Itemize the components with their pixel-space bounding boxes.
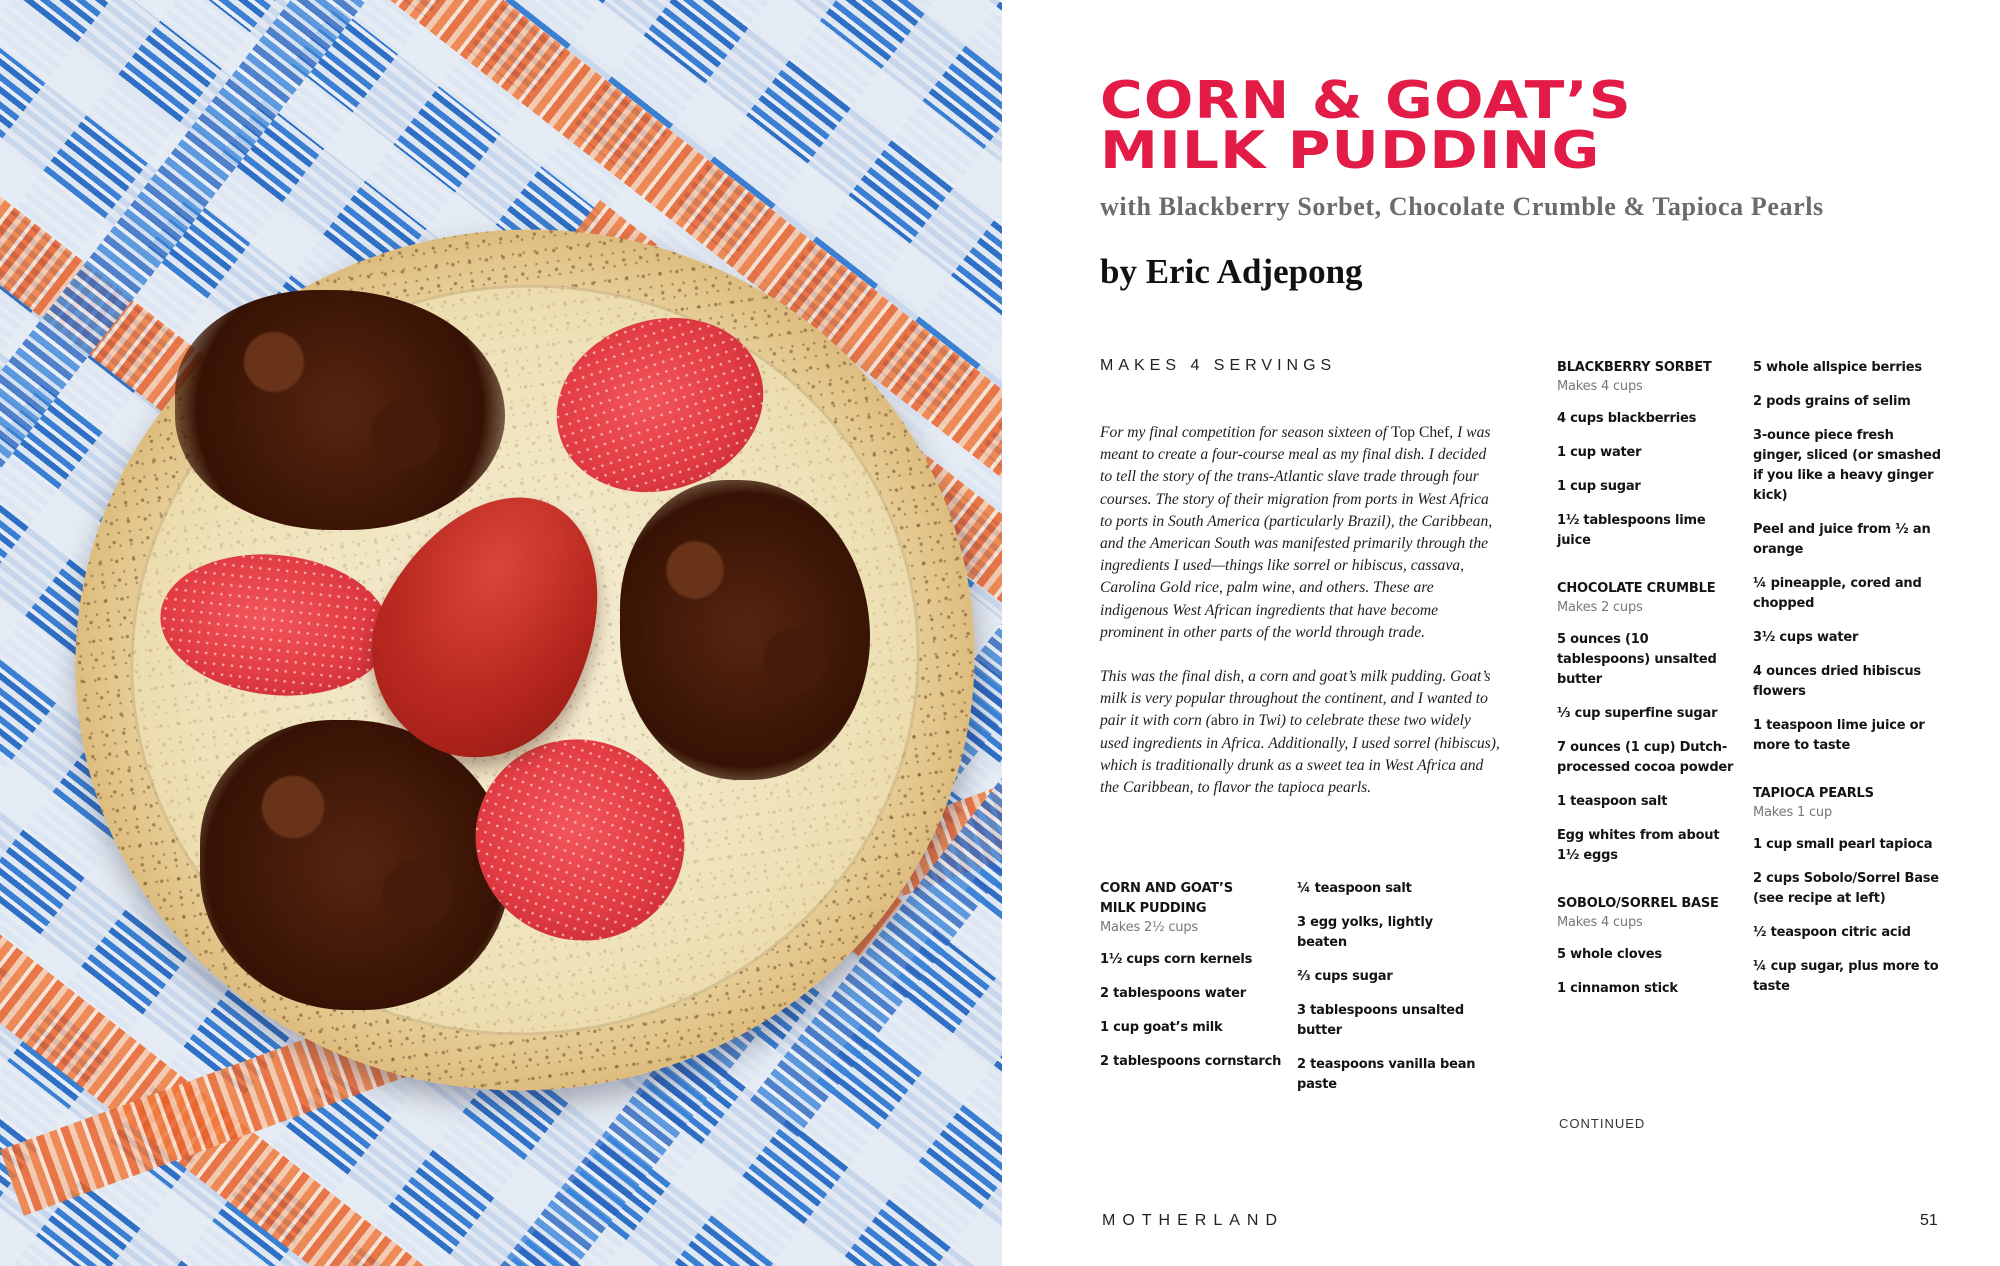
ingredient: ⅔ cups sugar (1297, 969, 1393, 984)
ingredient: 2 tablespoons water (1100, 986, 1246, 1001)
ingredient: 4 ounces dried hibiscus flowers (1753, 664, 1921, 699)
section-yield: Makes 2½ cups (1100, 920, 1198, 935)
ingredient: 1½ cups corn kernels (1100, 952, 1253, 967)
ingredient: ½ teaspoon citric acid (1753, 925, 1911, 940)
ingredient: 3-ounce piece fresh ginger, sliced (or smashed if you like a heavy ginger kick) (1753, 428, 1941, 503)
ingredients-column-3 (1557, 358, 1742, 1013)
ingredient: 2 tablespoons cornstarch (1100, 1054, 1282, 1069)
ingredient: 5 whole cloves (1557, 947, 1662, 962)
continued-label: CONTINUED (1559, 1116, 1646, 1131)
ingredient: ⅓ cup superfine sugar (1557, 706, 1718, 721)
ingredient: 1 cup goat’s milk (1100, 1020, 1223, 1035)
ingredient: 1 cup sugar (1557, 479, 1641, 494)
ingredient: 3½ cups water (1753, 630, 1859, 645)
ingredient: Egg whites from about 1½ eggs (1557, 828, 1720, 863)
intro-paragraph-2: This was the final dish, a corn and goat’s milk pudding. Goat’s milk is very popular throughout the continent, and I wanted to pair it with corn (abro in Twi) to celebrate these two widely used ingredients in Africa. Additionally, I used sorrel (hibiscus), which is traditionally drunk as a sweet tea in West Africa and the Caribbean, to flavor the tapioca pearls. (1100, 668, 1500, 797)
ingredient: ¼ pineapple, cored and chopped (1753, 576, 1922, 611)
ingredient: 1 teaspoon lime juice or more to taste (1753, 718, 1925, 753)
ingredient: 1 cinnamon stick (1557, 981, 1678, 996)
ingredient: 1½ tablespoons lime juice (1557, 513, 1706, 548)
ingredient: Peel and juice from ½ an orange (1753, 522, 1931, 557)
title-line-2: MILK PUDDING (1100, 121, 1601, 181)
ingredient: 3 egg yolks, lightly beaten (1297, 915, 1433, 950)
section-title: SOBOLO/SORREL BASE (1557, 896, 1719, 911)
intro-text (1100, 422, 1500, 799)
page-number: 51 (1920, 1212, 1938, 1229)
ingredient: 3 tablespoons unsalted butter (1297, 1003, 1464, 1038)
book-title-footer: MOTHERLAND (1102, 1212, 1285, 1229)
recipe-page (1002, 0, 2000, 1266)
section-title: TAPIOCA PEARLS (1753, 786, 1874, 801)
section-yield: Makes 2 cups (1557, 600, 1643, 615)
ingredient: 5 whole allspice berries (1753, 360, 1922, 375)
section-yield: Makes 4 cups (1557, 379, 1643, 394)
section-pudding-continued (1297, 879, 1482, 1109)
ingredient: 1 teaspoon salt (1557, 794, 1668, 809)
section-pudding (1100, 879, 1285, 1086)
ingredient: 2 cups Sobolo/Sorrel Base (see recipe at left) (1753, 871, 1939, 906)
ingredient: 2 teaspoons vanilla bean paste (1297, 1057, 1476, 1092)
section-title: MILK PUDDING (1100, 901, 1207, 916)
title-line-1: CORN & GOAT’S (1100, 71, 1632, 131)
show-title: Top Chef, (1391, 424, 1454, 441)
ingredient: ¼ cup sugar, plus more to taste (1753, 959, 1939, 994)
ingredient: ¼ teaspoon salt (1297, 881, 1412, 896)
section-title: BLACKBERRY SORBET (1557, 360, 1712, 375)
recipe-title (1100, 71, 1884, 181)
author-byline: by Eric Adjepong (1100, 252, 1363, 291)
recipe-subtitle: with Blackberry Sorbet, Chocolate Crumble & Tapioca Pearls (1100, 192, 1824, 221)
servings-label: MAKES 4 SERVINGS (1100, 357, 1337, 374)
ingredient: 1 cup water (1557, 445, 1642, 460)
ingredient: 5 ounces (10 tablespoons) unsalted butter (1557, 632, 1717, 687)
ingredients-column-4 (1753, 358, 1943, 1011)
ingredient: 7 ounces (1 cup) Dutch-processed cocoa powder (1557, 740, 1734, 775)
ingredient: 4 cups blackberries (1557, 411, 1697, 426)
section-yield: Makes 1 cup (1753, 805, 1832, 820)
section-yield: Makes 4 cups (1557, 915, 1643, 930)
section-title: CHOCOLATE CRUMBLE (1557, 581, 1716, 596)
twi-word: abro (1210, 712, 1239, 730)
section-title: CORN AND GOAT’S (1100, 881, 1233, 896)
ingredient: 2 pods grains of selim (1753, 394, 1911, 409)
intro-paragraph-1: For my final competition for season sixteen of Top Chef, I was meant to create a four-course meal as my final dish. I decided to tell the story of the trans-Atlantic slave trade through four courses. The story of their migration from ports in West Africa to ports in South America (particularly Brazil), the Caribbean, and the American South was manifested primarily through the ingredients I used—things like sorrel or hibiscus, cassava, Carolina Gold rice, palm wine, and others. These are indigenous West African ingredients that have become prominent in other parts of the world through trade. (1100, 424, 1493, 641)
ingredient: 1 cup small pearl tapioca (1753, 837, 1933, 852)
